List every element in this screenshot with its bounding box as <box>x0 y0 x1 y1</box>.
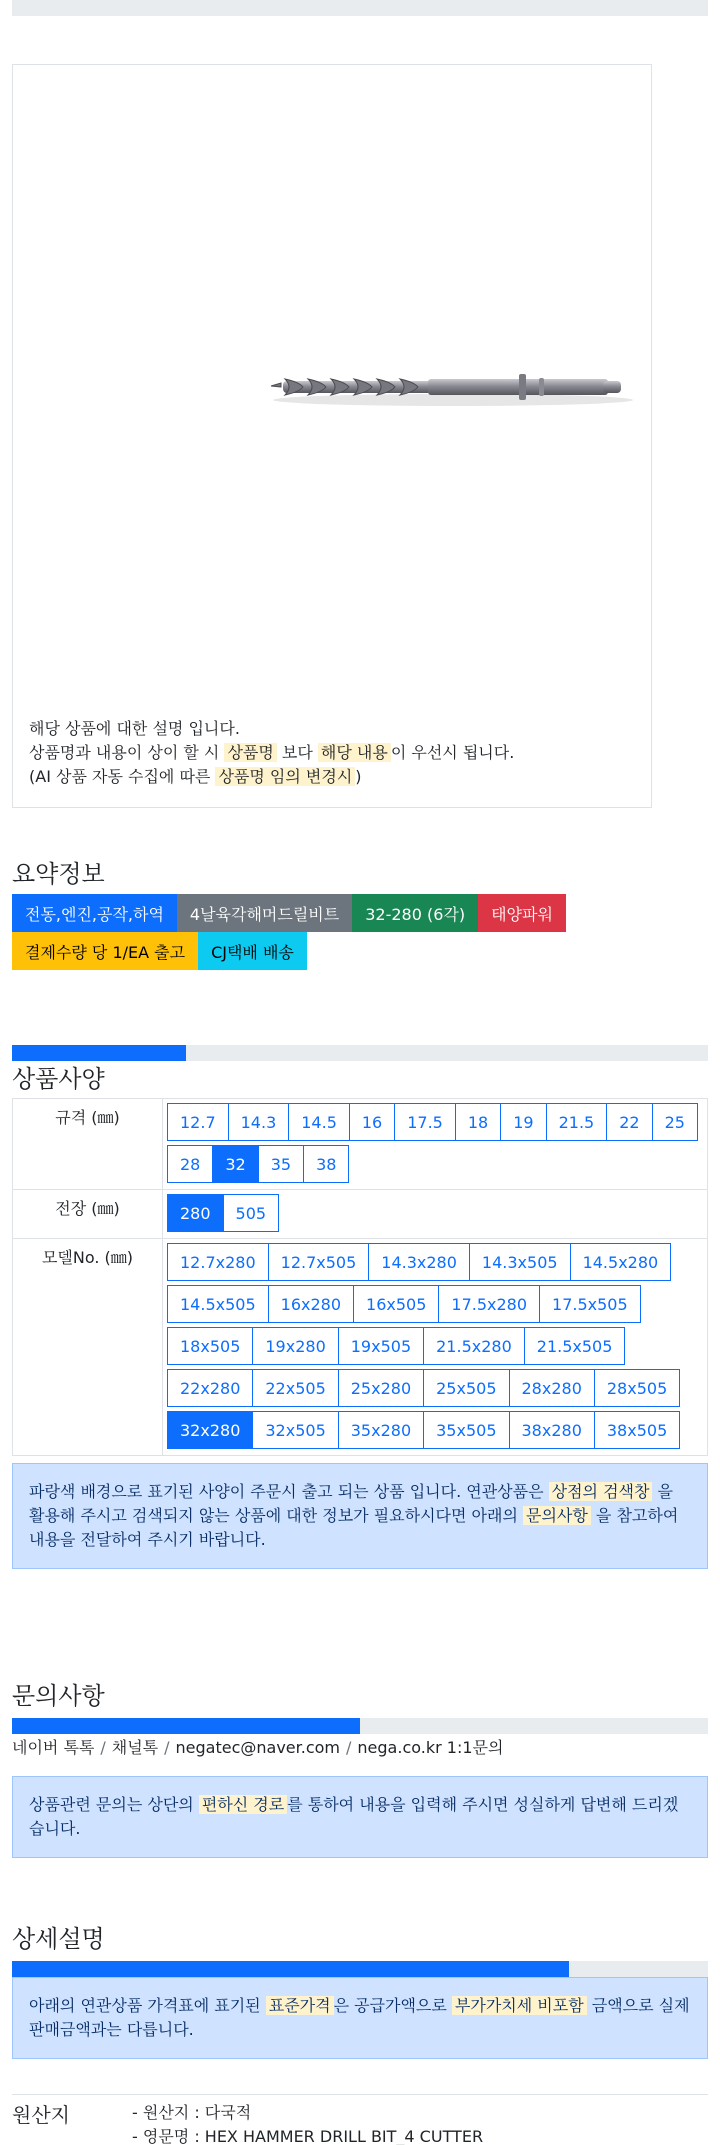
description-text: 상품명과 내용이 상이 할 시 <box>29 743 225 762</box>
spec-progress-bar <box>12 1045 708 1061</box>
option-button[interactable]: 35x505 <box>423 1411 509 1449</box>
spec-label-model: 모델No. (㎜) <box>13 1239 163 1456</box>
option-button[interactable]: 280 <box>167 1194 224 1232</box>
spec-options-size <box>163 1099 708 1190</box>
option-button[interactable]: 32x505 <box>252 1411 338 1449</box>
badge-shipping-qty: 결제수량 당 1/EA 출고 <box>12 932 198 970</box>
option-button[interactable]: 22 <box>606 1103 652 1141</box>
spec-label-length: 전장 (㎜) <box>13 1190 163 1239</box>
detail-progress-fill <box>12 1961 569 1977</box>
detail-progress-bar <box>12 1961 708 1977</box>
option-button[interactable]: 28 <box>167 1145 213 1183</box>
origin-english-name: - 영문명 : HEX HAMMER DRILL BIT_4 CUTTER <box>132 2127 484 2145</box>
option-button[interactable]: 16x505 <box>353 1285 439 1323</box>
breadcrumb-separator: / <box>164 1738 170 1757</box>
highlight-inquiry: 문의사항 <box>523 1506 591 1525</box>
link-naver-talk[interactable]: 네이버 톡톡 <box>12 1738 95 1757</box>
option-button[interactable]: 21.5x280 <box>423 1327 525 1365</box>
option-button[interactable]: 17.5x505 <box>539 1285 641 1323</box>
option-button[interactable]: 28x505 <box>594 1369 680 1407</box>
option-button[interactable]: 16 <box>349 1103 395 1141</box>
highlight-store-search: 상점의 검색창 <box>549 1482 653 1501</box>
option-button[interactable]: 14.5x280 <box>570 1243 672 1281</box>
description-text: (AI 상품 자동 수집에 따른 <box>29 767 216 786</box>
option-button[interactable]: 38x505 <box>594 1411 680 1449</box>
option-button[interactable]: 32 <box>212 1145 258 1183</box>
spec-title: 상품사양 <box>12 1065 105 1093</box>
top-progress-bar <box>12 0 708 16</box>
option-button[interactable]: 14.3 <box>228 1103 290 1141</box>
option-button[interactable]: 19x280 <box>252 1327 338 1365</box>
breadcrumb-separator: / <box>100 1738 106 1757</box>
badge-delivery: CJ택배 배송 <box>198 932 307 970</box>
link-channel-talk[interactable]: 채널톡 <box>111 1738 159 1757</box>
product-image-card <box>12 64 652 808</box>
highlight-name-change: 상품명 임의 변경시 <box>215 767 355 786</box>
badge-category: 전동,엔진,공작,하역 <box>12 894 177 932</box>
description-text: 이 우선시 됩니다. <box>390 743 515 762</box>
summary-badges <box>12 894 708 970</box>
notice-text: 금액으로 실제 판매금액과는 다릅니다. <box>29 1996 690 2039</box>
notice-text: 을 참고하여 내용을 전달하여 주시기 바랍니다. <box>29 1506 679 1549</box>
model-option-group <box>167 1243 703 1453</box>
hex-hammer-drill-bit-image <box>263 362 643 412</box>
inquiry-progress-fill <box>12 1718 360 1734</box>
description-line-1: 해당 상품에 대한 설명 입니다. <box>29 719 240 738</box>
breadcrumb-separator: / <box>346 1738 352 1757</box>
highlight-product-name: 상품명 <box>224 743 276 762</box>
option-button[interactable]: 21.5 <box>546 1103 608 1141</box>
origin-country: - 원산지 : 다국적 <box>132 2103 252 2122</box>
notice-text: 을 활용해 주시고 검색되지 않는 상품에 대한 정보가 필요하시다면 아래의 <box>29 1482 674 1525</box>
summary-title: 요약정보 <box>12 860 105 888</box>
option-button[interactable]: 12.7x280 <box>167 1243 269 1281</box>
spec-table <box>12 1098 708 1456</box>
option-button[interactable]: 22x280 <box>167 1369 253 1407</box>
description-text: ) <box>355 767 362 786</box>
option-button[interactable]: 18x505 <box>167 1327 253 1365</box>
inquiry-notice <box>12 1776 708 1858</box>
option-button[interactable]: 35 <box>258 1145 304 1183</box>
option-button[interactable]: 32x280 <box>167 1411 253 1449</box>
option-button[interactable]: 14.5x505 <box>167 1285 269 1323</box>
link-email[interactable]: negatec@naver.com <box>175 1738 341 1757</box>
product-description <box>29 717 629 789</box>
notice-text: 파랑색 배경으로 표기된 사양이 주문시 출고 되는 상품 입니다. 연관상품은 <box>29 1482 549 1501</box>
option-button[interactable]: 17.5 <box>394 1103 456 1141</box>
size-option-group <box>167 1103 703 1187</box>
badge-product-type: 4날육각해머드릴비트 <box>177 894 352 932</box>
inquiry-progress-bar <box>12 1718 708 1734</box>
option-button[interactable]: 22x505 <box>252 1369 338 1407</box>
option-button[interactable]: 14.3x280 <box>368 1243 470 1281</box>
option-button[interactable]: 18 <box>455 1103 501 1141</box>
highlight-vat-excluded: 부가가치세 비포함 <box>452 1996 587 2015</box>
option-button[interactable]: 28x280 <box>509 1369 595 1407</box>
highlight-channel: 편하신 경로 <box>199 1795 287 1814</box>
option-button[interactable]: 19 <box>500 1103 546 1141</box>
option-button[interactable]: 19x505 <box>338 1327 424 1365</box>
badge-brand: 태양파워 <box>478 894 566 932</box>
spec-notice <box>12 1463 708 1569</box>
option-button[interactable]: 38 <box>303 1145 349 1183</box>
notice-text: 은 공급가액으로 <box>333 1996 452 2015</box>
option-button[interactable]: 16x280 <box>268 1285 354 1323</box>
detail-notice <box>12 1977 708 2059</box>
spec-options-model <box>163 1239 708 1456</box>
spec-label-size: 규격 (㎜) <box>13 1099 163 1190</box>
origin-row <box>12 2094 708 2145</box>
spec-options-length <box>163 1190 708 1239</box>
detail-title: 상세설명 <box>12 1925 105 1953</box>
description-line-2 <box>29 741 629 765</box>
option-button[interactable]: 12.7x505 <box>268 1243 370 1281</box>
highlight-content: 해당 내용 <box>318 743 391 762</box>
badge-spec: 32-280 (6각) <box>352 894 478 932</box>
option-button[interactable]: 505 <box>223 1194 280 1232</box>
notice-text: 아래의 연관상품 가격표에 표기된 <box>29 1996 266 2015</box>
spec-row-model <box>13 1239 708 1456</box>
option-button[interactable]: 14.3x505 <box>469 1243 571 1281</box>
description-text: 보다 <box>276 743 318 762</box>
option-button[interactable]: 17.5x280 <box>438 1285 540 1323</box>
option-button[interactable]: 25x280 <box>338 1369 424 1407</box>
origin-label: 원산지 <box>12 2103 70 2127</box>
notice-text: 를 통하여 내용을 입력해 주시면 성실하게 답변해 드리겠습니다. <box>29 1795 679 1838</box>
inquiry-title: 문의사항 <box>12 1682 105 1710</box>
option-button[interactable]: 35x280 <box>338 1411 424 1449</box>
option-button[interactable]: 21.5x505 <box>524 1327 626 1365</box>
notice-text: 상품관련 문의는 상단의 <box>29 1795 199 1814</box>
option-button[interactable]: 38x280 <box>509 1411 595 1449</box>
origin-list <box>132 2101 483 2145</box>
option-button[interactable]: 14.5 <box>288 1103 350 1141</box>
spec-row-length <box>13 1190 708 1239</box>
spec-row-size <box>13 1099 708 1190</box>
highlight-standard-price: 표준가격 <box>266 1996 334 2015</box>
option-button[interactable]: 25 <box>652 1103 698 1141</box>
option-button[interactable]: 12.7 <box>167 1103 229 1141</box>
option-button[interactable]: 25x505 <box>423 1369 509 1407</box>
length-option-group <box>167 1194 703 1236</box>
contact-links <box>12 1735 503 1758</box>
link-site-inquiry[interactable]: nega.co.kr 1:1문의 <box>357 1738 504 1757</box>
description-line-3 <box>29 765 629 789</box>
